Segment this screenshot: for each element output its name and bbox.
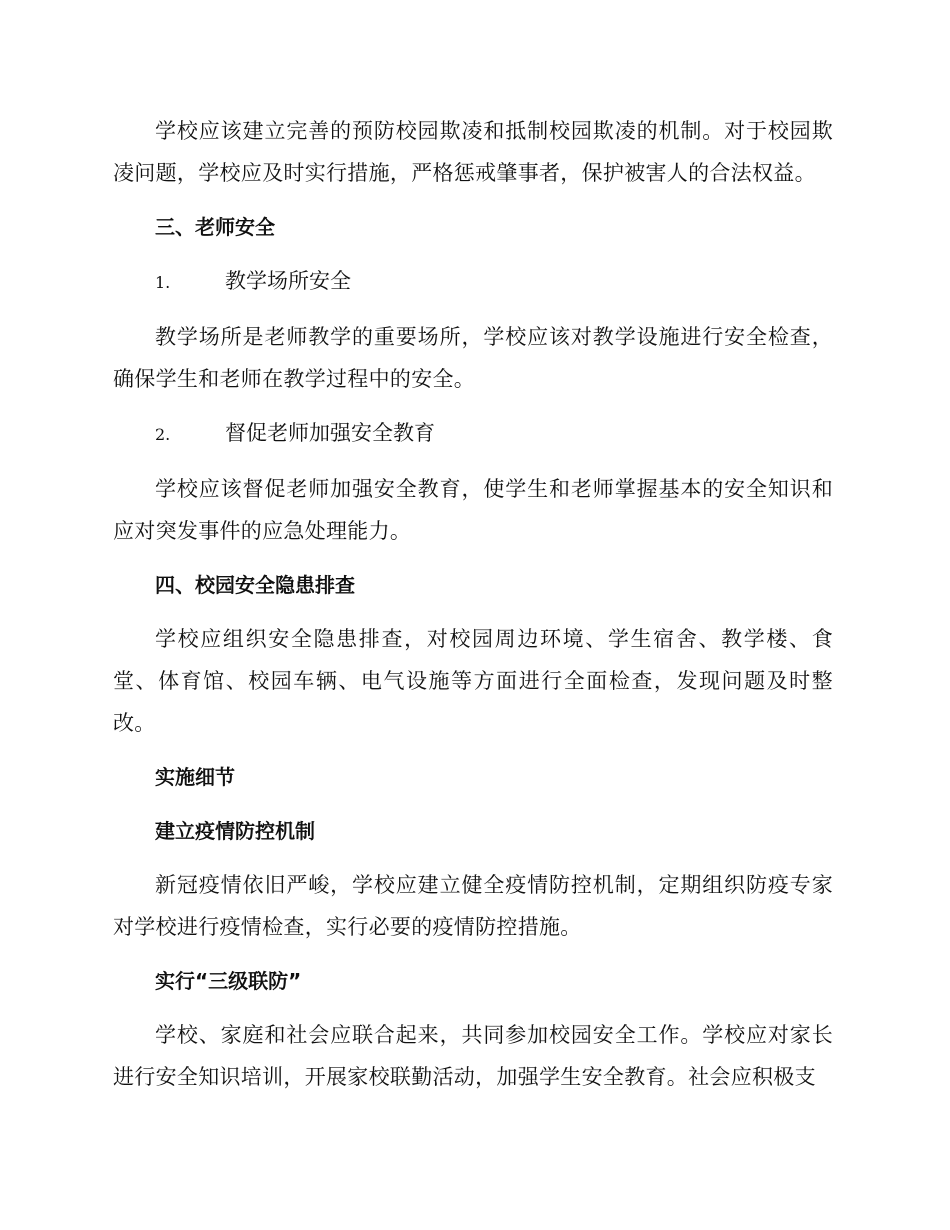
section-heading-teacher-safety: 三、老师安全 [155, 215, 275, 239]
paragraph-three-level-defense: 学校、家庭和社会应联合起来，共同参加校园安全工作。学校应对家长进行安全知识培训，开展家校联勤活动，加强学生安全教育。社会应积极支 [113, 1023, 833, 1089]
numbered-item-teaching-venue [155, 260, 833, 304]
item-number: 1. [155, 273, 171, 292]
paragraph-anti-bullying: 学校应该建立完善的预防校园欺凌和抵制校园欺凌的机制。对于校园欺凌问题，学校应及时实行措施，严格惩戒肇事者，保护被害人的合法权益。 [113, 119, 833, 185]
heading-three-level-defense: 实行“三级联防” [155, 969, 302, 993]
item-label: 督促老师加强安全教育 [225, 421, 435, 445]
paragraph-teaching-venue: 教学场所是老师教学的重要场所，学校应该对教学设施进行安全检查，确保学生和老师在教学过程中的安全。 [113, 325, 833, 391]
paragraph-safety-education: 学校应该督促老师加强安全教育，使学生和老师掌握基本的安全知识和应对突发事件的应急处理能力。 [113, 477, 833, 543]
paragraph-hazard-inspection: 学校应组织安全隐患排查，对校园周边环境、学生宿舍、教学楼、食堂、体育馆、校园车辆、电气设施等方面进行全面检查，发现问题及时整改。 [113, 627, 833, 735]
heading-implementation-details: 实施细节 [155, 765, 235, 789]
heading-epidemic-mechanism: 建立疫情防控机制 [155, 819, 315, 843]
item-label: 教学场所安全 [225, 269, 351, 293]
document-body [113, 110, 833, 1110]
numbered-item-safety-education [155, 412, 833, 456]
item-number: 2. [155, 425, 171, 444]
section-heading-hazard-inspection: 四、校园安全隐患排查 [155, 573, 355, 597]
paragraph-epidemic-mechanism: 新冠疫情依旧严峻，学校应建立健全疫情防控机制，定期组织防疫专家对学校进行疫情检查，实行必要的疫情防控措施。 [113, 873, 833, 939]
